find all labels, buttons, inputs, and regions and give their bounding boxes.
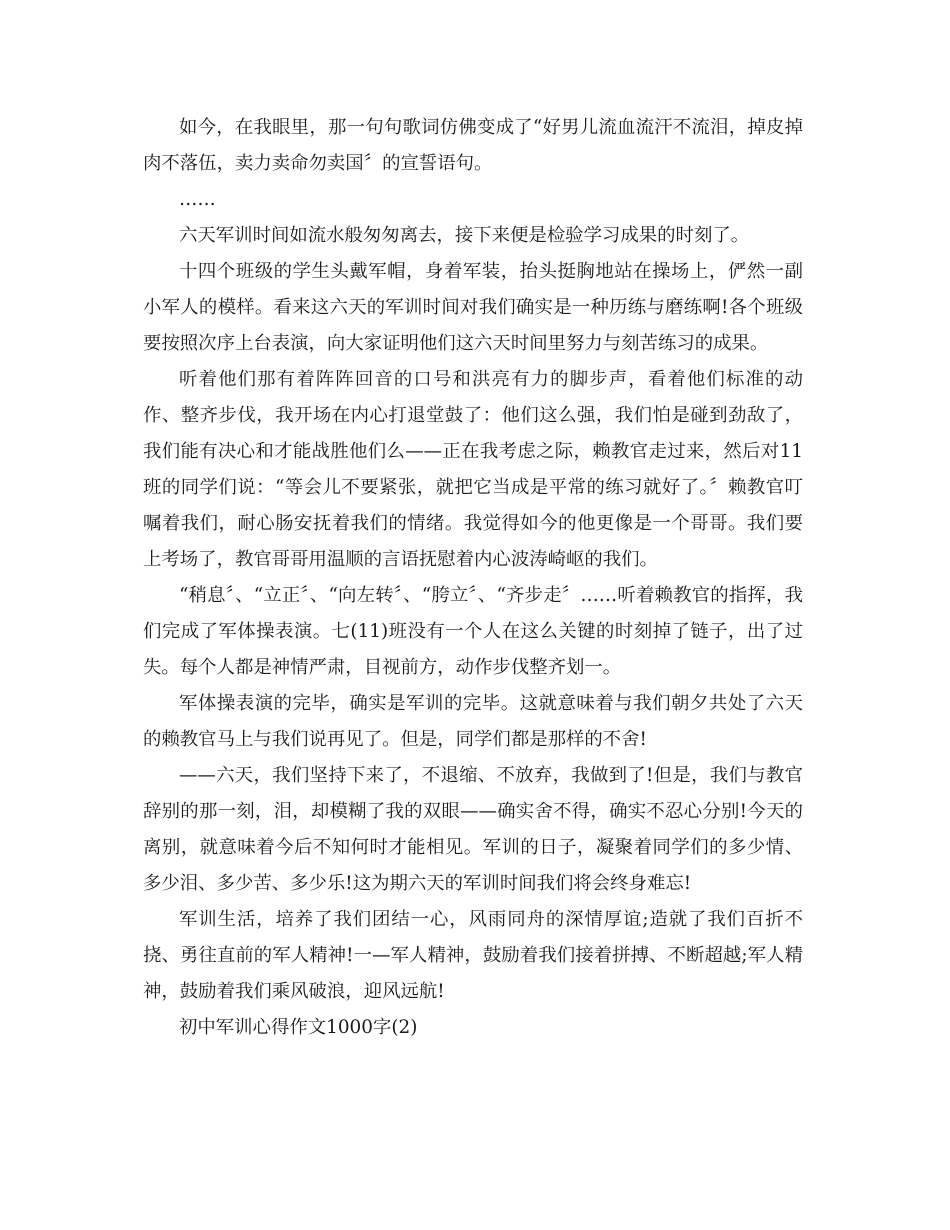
paragraph: 如今，在我眼里，那一句句歌词仿佛变成了“好男儿流血流汗不流泪，掉皮掉肉不落伍，卖力卖命勿卖国〞的宣誓语句。 xyxy=(143,117,803,174)
section-heading: 初中军训心得作文1000字(2) xyxy=(179,1017,418,1038)
paragraph: ——六天，我们坚持下来了，不退缩、不放弃，我做到了!但是，我们与教官辞别的那一刻，泪，却模糊了我的双眼——确实舍不得，确实不忍心分别!今天的离别，就意味着今后不知何时才能相见。军训的日子，凝聚着同学们的多少情、多少泪、多少苦、多少乐!这为期六天的军训时间我们将会终身难忘! xyxy=(143,765,803,894)
paragraph: 军体操表演的完毕，确实是军训的完毕。这就意味着与我们朝夕共处了六天的赖教官马上与我们说再见了。但是，同学们都是那样的不舍! xyxy=(143,693,803,750)
paragraph: “稍息〞、“立正〞、“向左转〞、“胯立〞、“齐步走〞……听着赖教官的指挥，我们完成了军体操表演。七(11)班没有一个人在这么关键的时刻掉了链子，出了过失。每个人都是神情严肃，目视前方，动作步伐整齐划一。 xyxy=(143,585,803,678)
paragraph: 军训生活，培养了我们团结一心，风雨同舟的深情厚谊;造就了我们百折不挠、勇往直前的军人精神!一—军人精神，鼓励着我们接着拼搏、不断超越;军人精神，鼓励着我们乘风破浪，迎风远航! xyxy=(143,909,803,1002)
paragraph: 十四个班级的学生头戴军帽，身着军装，抬头挺胸地站在操场上，俨然一副小军人的模样。看来这六天的军训时间对我们确实是一种历练与磨练啊!各个班级要按照次序上台表演，向大家证明他们这六天时间里努力与刻苦练习的成果。 xyxy=(143,261,803,354)
paragraph: 听着他们那有着阵阵回音的口号和洪亮有力的脚步声，看着他们标准的动作、整齐步伐，我开场在内心打退堂鼓了：他们这么强，我们怕是碰到劲敌了，我们能有决心和才能战胜他们么——正在我考虑之际，赖教官走过来，然后对11班的同学们说：“等会儿不要紧张，就把它当成是平常的练习就好了。〞赖教官叮嘱着我们，耐心肠安抚着我们的情绪。我觉得如今的他更像是一个哥哥。我们要上考场了，教官哥哥用温顺的言语抚慰着内心波涛崎岖的我们。 xyxy=(143,369,803,570)
document-body xyxy=(143,110,803,1046)
paragraph: 六天军训时间如流水般匆匆离去，接下来便是检验学习成果的时刻了。 xyxy=(179,225,750,246)
ellipsis-paragraph: …… xyxy=(179,189,216,210)
